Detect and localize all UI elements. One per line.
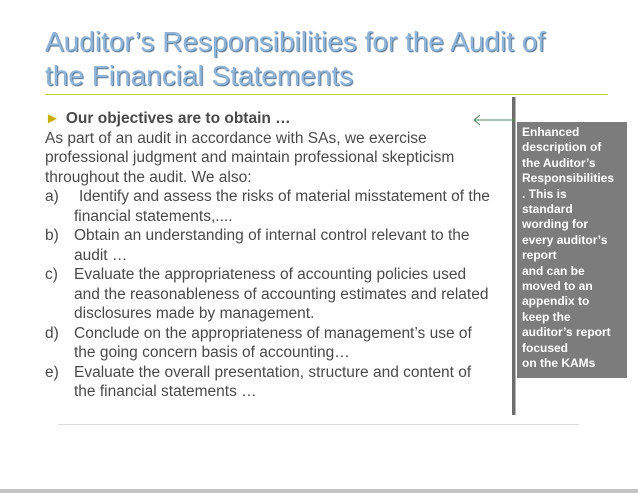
callout-line: every auditor’s	[522, 232, 608, 247]
callout-line: Enhanced	[522, 125, 580, 139]
list-item-text	[74, 226, 511, 265]
bottom-divider	[58, 424, 579, 425]
list-item-letter: a)	[45, 188, 59, 205]
list-item-d	[45, 324, 511, 363]
right-pointing-triangle-icon: ►	[45, 110, 60, 127]
list-item-letter: d)	[45, 324, 59, 342]
callout-line: keep the	[522, 309, 571, 324]
callout-line: appendix to	[522, 294, 590, 309]
slide-title	[45, 25, 605, 93]
list-item-text	[74, 363, 511, 402]
callout-line: moved to an	[522, 279, 593, 294]
callout-line: the Auditor’s	[522, 155, 596, 170]
callout-line: description of	[522, 140, 602, 155]
callout-line: focused	[522, 340, 569, 355]
list-item-letter: b)	[45, 227, 59, 244]
objective-bullet	[45, 109, 511, 129]
list-item-letter: c)	[45, 266, 58, 283]
list-item-line: disclosures made by management.	[74, 305, 315, 322]
list-item-e	[45, 363, 511, 402]
list-item-letter: e)	[45, 363, 59, 381]
vertical-divider-highlight	[515, 97, 516, 415]
left-arrow-icon	[472, 114, 516, 126]
callout-line: and can be	[522, 263, 585, 278]
list-item-line: the going concern basis of accounting…	[74, 344, 350, 361]
list-item-line: Obtain an understanding of internal control relevant to the	[74, 227, 470, 244]
slide-body	[45, 109, 511, 402]
footer-bar	[0, 489, 638, 493]
list-item-line: and the reasonableness of accounting estimates and related	[74, 285, 489, 303]
intro-line: professional judgment and maintain professional skepticism	[45, 149, 455, 166]
list-item-line: Conclude on the appropriateness of management’s use of	[74, 324, 472, 342]
callout-line: standard	[522, 202, 573, 217]
list-item-line: Evaluate the overall presentation, structure and content of	[74, 363, 472, 381]
list-item-line: audit …	[74, 246, 128, 264]
list-item-line: Identify and assess the risks of material misstatement of the	[79, 188, 490, 205]
list-item-b	[45, 226, 511, 265]
intro-line: As part of an audit in accordance with SAs, we exercise	[45, 129, 427, 147]
list-item-line: Evaluate the appropriateness of accounting policies used	[74, 266, 467, 283]
list-item-text	[74, 187, 511, 226]
list-item-text	[74, 324, 511, 363]
callout-line: Responsibilities	[522, 171, 615, 186]
callout-line: wording for	[522, 217, 588, 232]
callout-line: . This is	[522, 186, 567, 201]
callout-box	[517, 122, 627, 378]
callout-line: report	[522, 248, 557, 263]
list-item-a	[45, 187, 511, 226]
intro-paragraph	[45, 129, 511, 188]
slide-title-line-1: Auditor’s Responsibilities for the Audit of	[45, 26, 546, 57]
list-item-c	[45, 265, 511, 324]
intro-line: throughout the audit. We also:	[45, 168, 252, 186]
list-item-line: financial statements,....	[74, 207, 233, 225]
callout-line: on the KAMs	[522, 356, 596, 371]
objective-text: Our objectives are to obtain …	[65, 110, 291, 127]
callout-line: auditor’s report	[522, 325, 611, 340]
list-item-line: the financial statements …	[74, 383, 257, 400]
slide-title-line-2: the Financial Statements	[45, 60, 354, 91]
list-item-text	[74, 265, 511, 324]
title-underline	[45, 94, 608, 95]
